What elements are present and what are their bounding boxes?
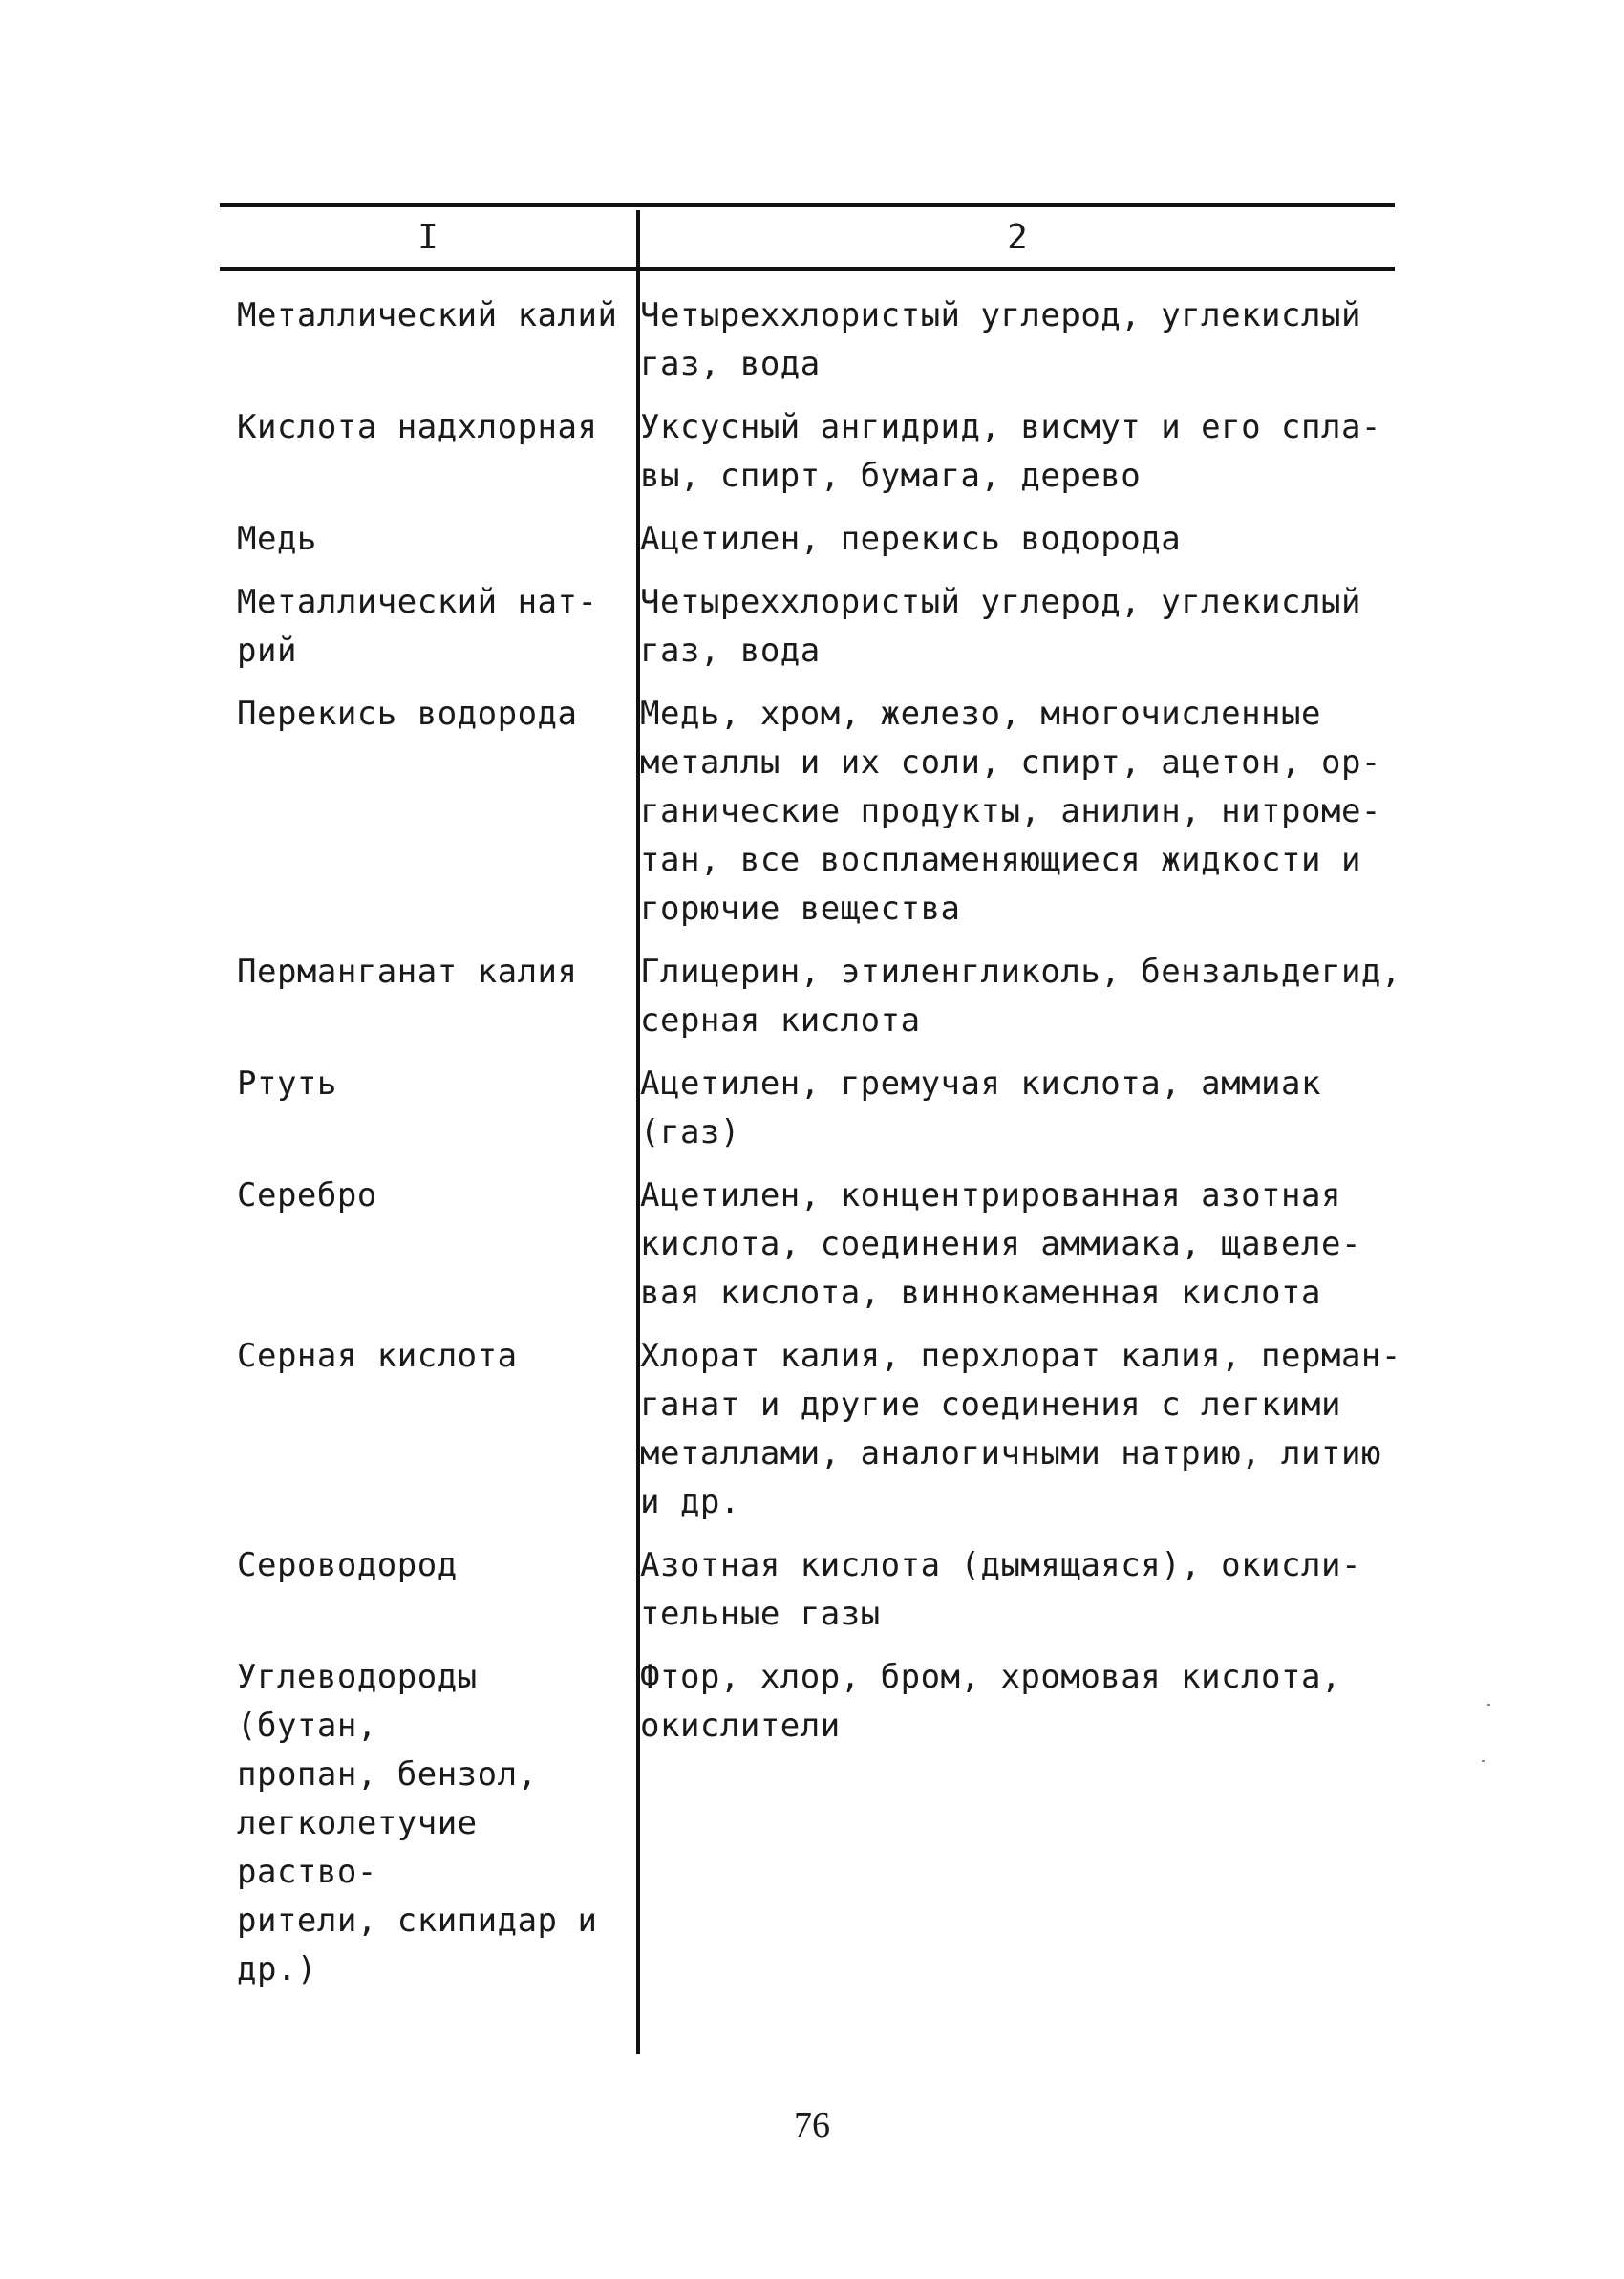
page-number: 76 [794,2105,830,2145]
incompatible-cell: Ацетилен, гремучая кислота, аммиак (газ) [640,1064,1321,1151]
substance-cell: Перекись водорода [237,695,578,733]
table-row [220,403,1404,501]
table-row [220,690,1404,934]
substance-cell: Серная кислота [237,1337,518,1375]
substance-cell: Сероводород [237,1546,458,1584]
incompatible-cell: Четыреххлористый углерод, углекислый газ, вода [640,583,1361,670]
table-row [220,515,1404,564]
incompatible-cell: Фтор, хлор, бром, хромовая кислота, окислители [640,1658,1341,1745]
table-row [220,1541,1404,1639]
incompatible-cell: Уксусный ангидрид, висмут и его спла- вы, спирт, бумага, дерево [640,408,1381,495]
substance-cell: Перманганат калия [237,953,578,991]
incompatible-cell: Ацетилен, перекись водорода [640,520,1182,558]
incompatible-cell: Четыреххлористый углерод, углекислый газ, вода [640,296,1361,383]
substance-cell: Углеводороды (бутан, пропан, бензол, легколетучие раство- рители, скипидар и др.) [237,1658,598,1989]
table-row [220,1653,1404,1994]
table-top-rule [220,203,1395,207]
substance-cell: Медь [237,520,317,558]
scan-speck [1482,1760,1485,1762]
incompatible-cell: Азотная кислота (дымящаяся), окисли- тельные газы [640,1546,1361,1633]
header-bottom-rule [220,267,1395,271]
substance-cell: Ртуть [237,1064,337,1103]
table-row [220,1060,1404,1157]
substance-cell: Серебро [237,1176,377,1215]
table-row [220,948,1404,1045]
substance-cell: Кислота надхлорная [237,408,598,446]
column-header-1: I [417,218,438,257]
table-row [220,578,1404,676]
incompatible-cell: Глицерин, этиленгликоль, бензальдегид, серная кислота [640,953,1401,1040]
substance-cell: Металлический нат- рий [237,583,598,670]
table-body [220,291,1404,2009]
incompatible-cell: Ацетилен, концентрированная азотная кислота, соединения аммиака, щавеле- вая кислота, виннокаменная кислота [640,1176,1361,1312]
table-row [220,291,1404,389]
table-row [220,1172,1404,1318]
substance-cell: Металлический калий [237,296,618,334]
column-header-2: 2 [1007,218,1028,257]
table-row [220,1332,1404,1527]
scan-speck [1487,1704,1490,1706]
incompatible-cell: Хлорат калия, перхлорат калия, перман- ганат и другие соединения с легкими металлами, аналогичными натрию, литию и др. [640,1337,1401,1521]
incompatible-cell: Медь, хром, железо, многочисленные металлы и их соли, спирт, ацетон, ор- ганические продукты, анилин, нитроме- тан, все воспламеняющиеся жидкости и горючие вещества [640,695,1381,928]
